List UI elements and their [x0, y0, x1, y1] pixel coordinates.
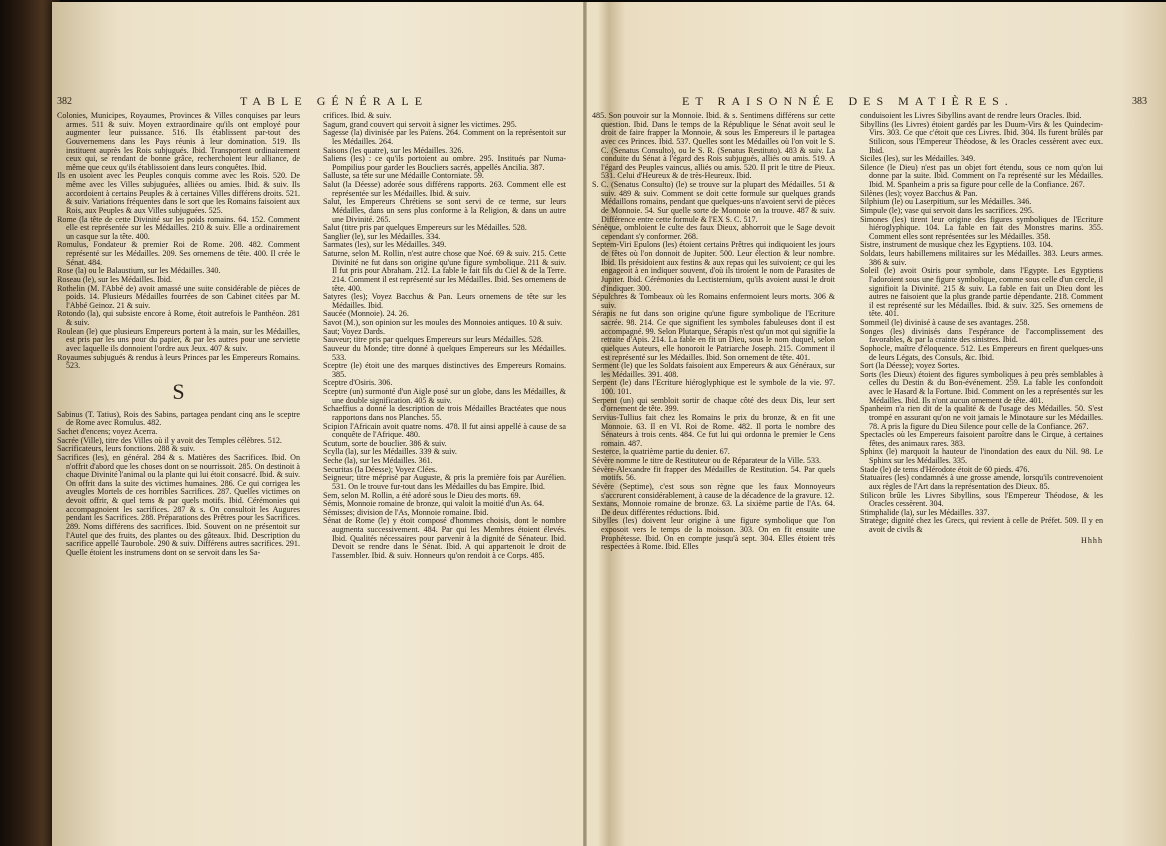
index-entry: Spanheim n'a rien dit de la qualité & de l'usage des Médailles. 50. S'est trompé en assurant qu'on ne voit jamais le Minotaure sur les Médailles. 78. A pris la figure du Dieu Silence pour celle de la Confiance. 267. [860, 404, 1103, 431]
book-spine [0, 0, 60, 846]
index-entry: Salut (la Déesse) adorée sous différens rapports. 263. Comment elle est représentée sur les Médailles. Ibid. & suiv. [323, 180, 566, 198]
index-entry: Saisons (les quatre), sur les Médailles. 326. [323, 145, 464, 155]
index-entry: Rotondo (la), qui subsiste encore à Rome, étoit autrefois le Panthéon. 281 & suiv. [57, 309, 300, 327]
index-entry: Silènes (les); voyez Bacchus & Pan. [860, 188, 978, 198]
index-entry: Savot (M.), son opinion sur les moules des Monnoies antiques. 10 & suiv. [323, 318, 563, 327]
index-column-2 [323, 112, 566, 561]
index-entry: Serment (le) que les Soldats faisoient aux Empereurs & aux Généraux, sur les Médailles. 391. 408. [592, 361, 835, 379]
index-entry: Sauveur du Monde; titre donné à quelques Empereurs sur les Médailles. 533. [323, 343, 566, 362]
right-page [592, 0, 1152, 846]
index-entry: Sérapis ne fut dans son origine qu'une figure symbolique de l'Ecriture sacrée. 98. 214. Ce que signifient les symboles fabuleuses dont il est accompagné. 99. Selon Plutarque, Sérapis n'est qu'un mot qui signifie la retraite d'Apis. 214. La fable en fit un Dieu, sous le nom duquel, selon quelques Auteurs, elle honoroit le Patriarche Joseph. 215. Comment il est représenté sur les Médailles. Ibid. Son ornement de tête. 401. [592, 309, 835, 362]
index-entry: Sénèque, ombloient le culte des faux Dieux, abhorroit que le Sage devoit cependant s'y conformer. 268. [592, 223, 835, 241]
index-entry: Spectacles où les Empereurs faisoient paroître dans le Cirque, à certaines fêtes, des animaux rares. 383. [860, 430, 1103, 448]
index-entry: Sépulchres & Tombeaux où les Romains enfermoient leurs morts. 306 & suiv. [592, 292, 835, 310]
index-entry: Sibyllins (les Livres) étoient gardés par les Duum-Virs & les Quindecim-Virs. 303. Ce que c'étoit que ces Livres. Ibid. 304. Ils furent brûlés par Stilicon, sous l'Empereur Théodose, & les Oracles cessèrent avec eux. Ibid. [860, 119, 1103, 155]
index-entry: Septem-Viri Epulons (les) étoient certains Prêtres qui indiquoient les jours de fêtes où l'on donnoit de Jupiter. 500. Leur élection & leur nombre. Ibid. Ils présidoient aux festins & aux repas qui les suivoient; ce qui les engageoit à en indiquer souvent, d'où ils tiroient le nom de Parasites de Jupiter. Ibid. Cérémonies du Lectisternium, qu'ils avoient aussi le droit d'indiquer. 300. [592, 240, 835, 293]
index-entry: Salut, les Empereurs Chrétiens se sont servi de ce terme, sur leurs Médailles, dans un sens plus conforme à la Religion, & dans un autre une Divinité. 265. [323, 197, 566, 224]
index-entry: Seigneur; titre méprisé par Auguste, & pris la première fois par Aurélien. 531. On le trouve fur-tout dans les Médailles du bas Empire. Ibid. [323, 473, 566, 491]
page-number: 382 [57, 96, 72, 107]
section-letter: S [172, 378, 185, 404]
index-entry: Sacrificateurs, leurs fonctions. 288 & suiv. [57, 444, 195, 454]
index-entry: Sacrée (Ville), titre des Villes où il y avoit des Temples célèbres. 512. [57, 435, 282, 445]
index-entry: Sachet d'encens; voyez Acerra. [57, 427, 158, 436]
index-entry: Sacrifices (les), en général. 284 & s. Matières des Sacrifices. Ibid. On n'offrit d'abord que les choses dont on se nourrissoit. 285. On destinoit à chaque Divinité l'animal ou la plante qui lui étoit consacré. Ibid. & suiv. On offrit dans la suite des victimes humaines. 286. Ce qui corrigea les aveugles Mortels de ces horribles Sacrifices. 287. Quelles victimes on devoit offrir, & quel tems & par quels motifs. Ibid. Cérémonies qui accompagnoient les sacrifices. 287 & s. On consultoit les Augures pendant les Sacrifices. 288. Préparations des Prêtres pour les Sacrifices. 289. Noms différens des sacrifices. Ibid. Souvent on ne présentoit sur l'Autel que des fruits, des plantes ou des gâteaux. Ibid. Description du sacrifice appellé Taurobole. 290 & suiv. Différens autres sacrifices. 291. Quelle étoient les instrumens dont on se servoit dans les Sa- [57, 452, 300, 557]
index-entry: Sceptre d'Osiris. 306. [323, 378, 393, 388]
index-entry: Sommeil (le) divinisé à cause de ses avantages. 258. [860, 318, 1030, 327]
index-entry: Sistre, instrument de musique chez les Egyptiens. 103. 104. [860, 240, 1053, 250]
index-entry: Soldats, leurs habillemens militaires sur les Médailles. 383. Leurs armes. 386 & suiv. [860, 249, 1103, 267]
index-column-2 [860, 112, 1103, 545]
index-entry: S. C. (Senatus Consulto) (le) se trouve sur la plupart des Médailles. 51 & suiv. 489 & suiv. Comment se doit cette formule sur quelques grands Médaillons romains, pendant que quelques-uns n'avoient servi de pièces de Monnoie. 54. Sur quelle sorte de Monnoie on la trouve. 487 & suiv. Différence entre cette formule & l'EX S. C. 517. [592, 180, 835, 224]
index-entry: Saucée (Monnoie). 24. 26. [323, 309, 409, 319]
index-entry: Sem, selon M. Rollin, a été adoré sous le Dieu des morts. 69. [323, 490, 521, 500]
running-head: ET RAISONNÉE DES MATIÈRES. [682, 94, 1014, 108]
index-entry: Sévère (Septime), c'est sous son règne que les faux Monnoyeurs s'accrurent considérablement, à cause de la décadence de la gravure. 12. [592, 481, 835, 500]
index-entry: Securitas (la Déesse); Voyez Clées. [323, 464, 438, 474]
index-entry: Simpule (le); vase qui servoit dans les sacrifices. 295. [860, 205, 1034, 215]
index-entry: Sénat de Rome (le) y étoit composé d'hommes choisis, dont le nombre augmenta successivement. 484. Par qui les Membres étoient élevés. Ibid. Qualités nécessaires pour parvenir à la dignité de Sénateur. Ibid. Devoit se rendre dans le Sénat. Ibid. A qui appartenoit le droit de l'assembler. Ibid. & suiv. Honneurs qu'on rendoit à ce Corps. 485. [323, 516, 566, 560]
index-entry: Sévère-Alexandre fit frapper des Médailles de Restitution. 54. Par quels motifs. 56. [592, 464, 835, 483]
page-gutter [583, 2, 587, 846]
index-entry: Soleil (le) avoit Osiris pour symbole, dans l'Egypte. Les Egyptiens l'adoroient sous une figure symbolique, comme sous celle d'un cercle, il signifioit la Divinité. 215 & suiv. La fable en fait un Dieu dont les autres ne faisoient que la plus grande partie dépendante. 218. Comment il est représenté sur les Médailles. Ibid. & suiv. 325. Ses ornemens de tête. 401. [860, 266, 1103, 319]
index-entry: 485. Son pouvoir sur la Monnoie. Ibid. & s. Sentimens différens sur cette question. Ibid. Dans le temps de la République le Sénat avoit seul le droit de faire frapper la Monnoie, & sous les Empereurs il le partagea avec ces Princes. Ibid. 537. Quelles sont les Médailles où l'on voit le S. C. (Senatus Consulto), ou le S. R. (Senatus Restituto). 483 & suiv. La conduite du Sénat à l'égard des Rois subjugués, alliés ou amis. 519. A l'égard des Peuples vaincus, alliés ou amis. 520. Il prit le titre de Pieux. 531. Celui d'Heureux & de très-Heureux. Ibid. [592, 111, 835, 181]
index-entry: Sévère nomme le titre de Restituteur ou de Réparateur de la Ville. 533. [592, 456, 822, 465]
index-entry: Scylla (la), sur les Médailles. 339 & suiv. [323, 447, 457, 457]
index-entry: Serpent (un) qui sembloit sortir de chaque côté des deux Dis, leur sert d'ornement de tête. 399. [592, 395, 835, 414]
index-entry: Servius-Tullius fait chez les Romains le prix du bronze, & en fit une Monnoie. 63. Il en VI. Roi de Rome. 482. Il porta le nombre des Sénateurs à trois cents. 484. Ce fut lui qui ordonna le premier le Cens romain. 487. [592, 412, 835, 448]
index-entry: Sorts (les Dieux) étoient des figures symboliques à peu près semblables à celles du Destin & du Bon-événement. 259. La fable les confondoit avec le Hasard & la Fortune. Ibid. Comment on les a représentés sur les Médailles. Ibid. Ils n'ont aucun ornement de tête. 401. [860, 369, 1103, 405]
index-entry: Ils en usoient avec les Peuples conquis comme avec les Rois. 520. De même avec les Villes subjuguées, alliées ou amies. Ibid. & suiv. Ils accordoient à certains Peuples & à certaines Villes différens droits. 521. & suiv. Variations fréquentes dans le sort que les Romains faisoient aux Rois, aux Peuples & aux Villes subjuguées. 525. [57, 171, 300, 215]
index-entry: Colonies, Municipes, Royaumes, Provinces & Villes conquises par leurs armes. 511 & suiv. Moyen extraordinaire qu'ils ont employé pour augmenter leur puissance. 516. Ils établissent par-tout des Gouvernemens dans les Pays réunis à leur domination. 519. Ils instituent auprès les Rois subjugués. Ibid. Transportent ordinairement ceux qui, se rendant de bonne grâce, recherchoient leur alliance, de même que ceux qu'ils établissoient dans leurs conquêtes. Ibid. [57, 111, 300, 172]
index-entry: Rome (la tête de cette Divinité sur les poids romains. 64. 152. Comment elle est représentée sur les Médailles. 210 & suiv. Elle a ordinairement un casque sur la tête. 400. [57, 214, 300, 241]
index-entry: Songes (les) divinisés dans l'espérance de l'accomplissement des favorables, & par la crainte des sinistres. Ibid. [860, 326, 1103, 345]
index-entry: Salluste, sa tête sur une Médaille Contorniate. 59. [323, 171, 484, 181]
page-number: 383 [1132, 96, 1147, 107]
index-entry: Stratège; dignité chez les Grecs, qui revient à celle de Préfet. 509. Il y en avoit de civils & [860, 516, 1103, 534]
index-entry: Sphinx (le) marquoit la hauteur de l'inondation des eaux du Nil. 98. Le Sphinx sur les Médailles. 335. [860, 447, 1103, 465]
index-entry: Salut (titre pris par quelques Empereurs sur les Médailles. 528. [323, 223, 527, 233]
index-entry: Roulean (le) que plusieurs Empereurs portent à la main, sur les Médailles, est pris par les uns pour du papier, & par les autres pour une serviette avec laquelle ils donnoient l'ordre aux Jeux. 407 & suiv. [57, 326, 300, 353]
index-entry: Roseau (le), sur les Médailles. Ibid. [57, 274, 173, 284]
index-entry: Sceptre (le) étoit une des marques distinctives des Empereurs Romains. 385. [323, 361, 566, 379]
index-entry: Sceptre (un) surmonté d'un Aigle posé sur un globe, dans les Médailles, & une double signification. 405 & suiv. [323, 387, 566, 405]
index-entry: Rose (la) ou le Balaustium, sur les Médailles. 340. [57, 266, 221, 276]
index-entry: Rothelin (M. l'Abbé de) avoit amassé une suite considérable de pièces de poids. 14. Plusieurs Médailles fourrées de son Cabinet citées par M. l'Abbé Geinoz. 21 & suiv. [57, 283, 300, 310]
index-column-1 [592, 112, 835, 552]
index-entry: Sabinus (T. Tatius), Rois des Sabins, partagea pendant cinq ans le sceptre de Rome avec Romulus. 482. [57, 409, 300, 428]
index-entry: Siciles (les), sur les Médailles. 349. [860, 154, 976, 164]
index-entry: Statuaires (les) condamnés à une grosse amende, lorsqu'ils contrevenoient aux règles de l'Art dans la représentation des Dieux. 85. [860, 473, 1103, 491]
index-entry: Royaumes subjugués & rendus à leurs Princes par les Empereurs Romains. 523. [57, 352, 300, 371]
index-entry: Sagesse (la) divinisée par les Païens. 264. Comment on la représentoit sur les Médailles. 264. [323, 128, 566, 146]
index-entry: conduisoient les Livres Sibyllins avant de rendre leurs Oracles. Ibid. [860, 111, 1082, 120]
index-entry: Scipion l'Africain avoit quatre noms. 478. Il fut ainsi appellé à cause de sa conquête de l'Afrique. 480. [323, 421, 566, 440]
index-entry: Silence (le Dieu) n'est pas un objet fort étendu, sous ce nom qu'on lui donne par la suite. Ibid. Comment on l'a représenté sur les Médailles. Ibid. M. Spanheim a pris sa figure pour celle de la Confiance. 267. [860, 162, 1103, 189]
index-column-1 [57, 112, 300, 557]
index-entry: Silphium (le) ou Laserpitium, sur les Médailles. 346. [860, 197, 1032, 207]
index-entry: Saliens (les) : ce qu'ils portoient au ombre. 295. Institués par Numa-Pompilius pour garder les Boucliers sacrés, appellés Ancilia. 387. [323, 154, 566, 172]
left-page [55, 0, 580, 846]
index-entry: Sauveur; titre pris par quelques Empereurs sur leurs Médailles. 528. [323, 335, 544, 345]
index-entry: Seche (la), sur les Médailles. 361. [323, 456, 433, 465]
index-entry: Sophocle, maître d'éloquence. 512. Les Empereurs en firent quelques-uns de leurs Légats, des Consuls, &c. Ibid. [860, 343, 1103, 362]
index-entry: Saturne, selon M. Rollin, n'est autre chose que Noé. 69 & suiv. 215. Cette Divinité ne fut dans son origine qu'une figure symbolique. 211 & suiv. Il fut pris pour Abraham. 212. La fable le fait fils du Ciel & de la Terre. 214. Comment il est représenté sur les Médailles. Ibid. Ses ornemens de tête. 400. [323, 249, 566, 293]
index-entry: Simones (les) tirent leur origine des figures symboliques de l'Ecriture hiéroglyphique. 104. La fable en fait des Monstres marins. 355. Comment elles sont représentées sur les Médailles. 358. [860, 214, 1103, 241]
index-entry: Sémis, Monnoie romaine de bronze, qui valoit la moitié d'un As. 64. [323, 499, 545, 509]
index-entry: Schaeffius a donné la description de trois Médailles Bractéates que nous rapportons dans nos Planches. 55. [323, 404, 566, 422]
index-entry: Sagum, grand couvert qui servoit à signer les victimes. 295. [323, 119, 517, 129]
index-entry: Sort (la Déesse); voyez Sortes. [860, 361, 960, 371]
running-head: TABLE GÉNÉRALE [240, 94, 429, 108]
index-entry: Satyres (les); Voyez Bacchus & Pan. Leurs ornemens de tête sur les Médailles. Ibid. [323, 292, 566, 310]
index-entry: Sibylles (les) doivent leur origine à une figure symbolique que l'on exposoit vers le temps de la moisson. 303. On en fit ensuite une Prophétesse. Ibid. On en compte jusqu'à sept. 304. Elles étoient très respectées à Rome. Ibid. Elles [592, 516, 835, 552]
index-entry: Sémisses; division de l'As, Monnoie romaine. Ibid. [323, 507, 489, 517]
index-entry: Saut; Voyez Dards. [323, 326, 385, 336]
index-entry: Sanglier (le), sur les Médailles. 334. [323, 231, 441, 241]
index-entry: Sarmates (les), sur les Médailles. 349. [323, 240, 447, 250]
signature-mark: Hhhh [1081, 535, 1103, 545]
index-entry: crifices. Ibid. & suiv. [323, 111, 392, 120]
index-entry: Sesterce, la quatrième partie du denier. 67. [592, 447, 730, 457]
index-entry: Serpent (le) dans l'Ecriture hiéroglyphique est le symbole de la vie. 97. 100. 101. [592, 378, 835, 396]
index-entry: Romulus, Fondateur & premier Roi de Rome. 208. 482. Comment représenté sur les Médailles. 209. Ses ornemens de tête. 400. Il crée le Sénat. 484. [57, 240, 300, 267]
index-entry: Stimphalide (la), sur les Médailles. 337. [860, 507, 990, 517]
index-entry: Stade (le) de tems d'Hérodote étoit de 60 pieds. 476. [860, 464, 1030, 474]
index-entry: Sextans, Monnoie romaine de bronze. 63. La sixième partie de l'As. 64. De deux différentes réductions. Ibid. [592, 499, 835, 517]
index-entry: Stilicon brûle les Livres Sibyllins, sous l'Empereur Théodose, & les Oracles cessèrent. 304. [860, 490, 1103, 509]
index-entry: Scutum, sorte de bouclier. 386 & suiv. [323, 438, 447, 448]
